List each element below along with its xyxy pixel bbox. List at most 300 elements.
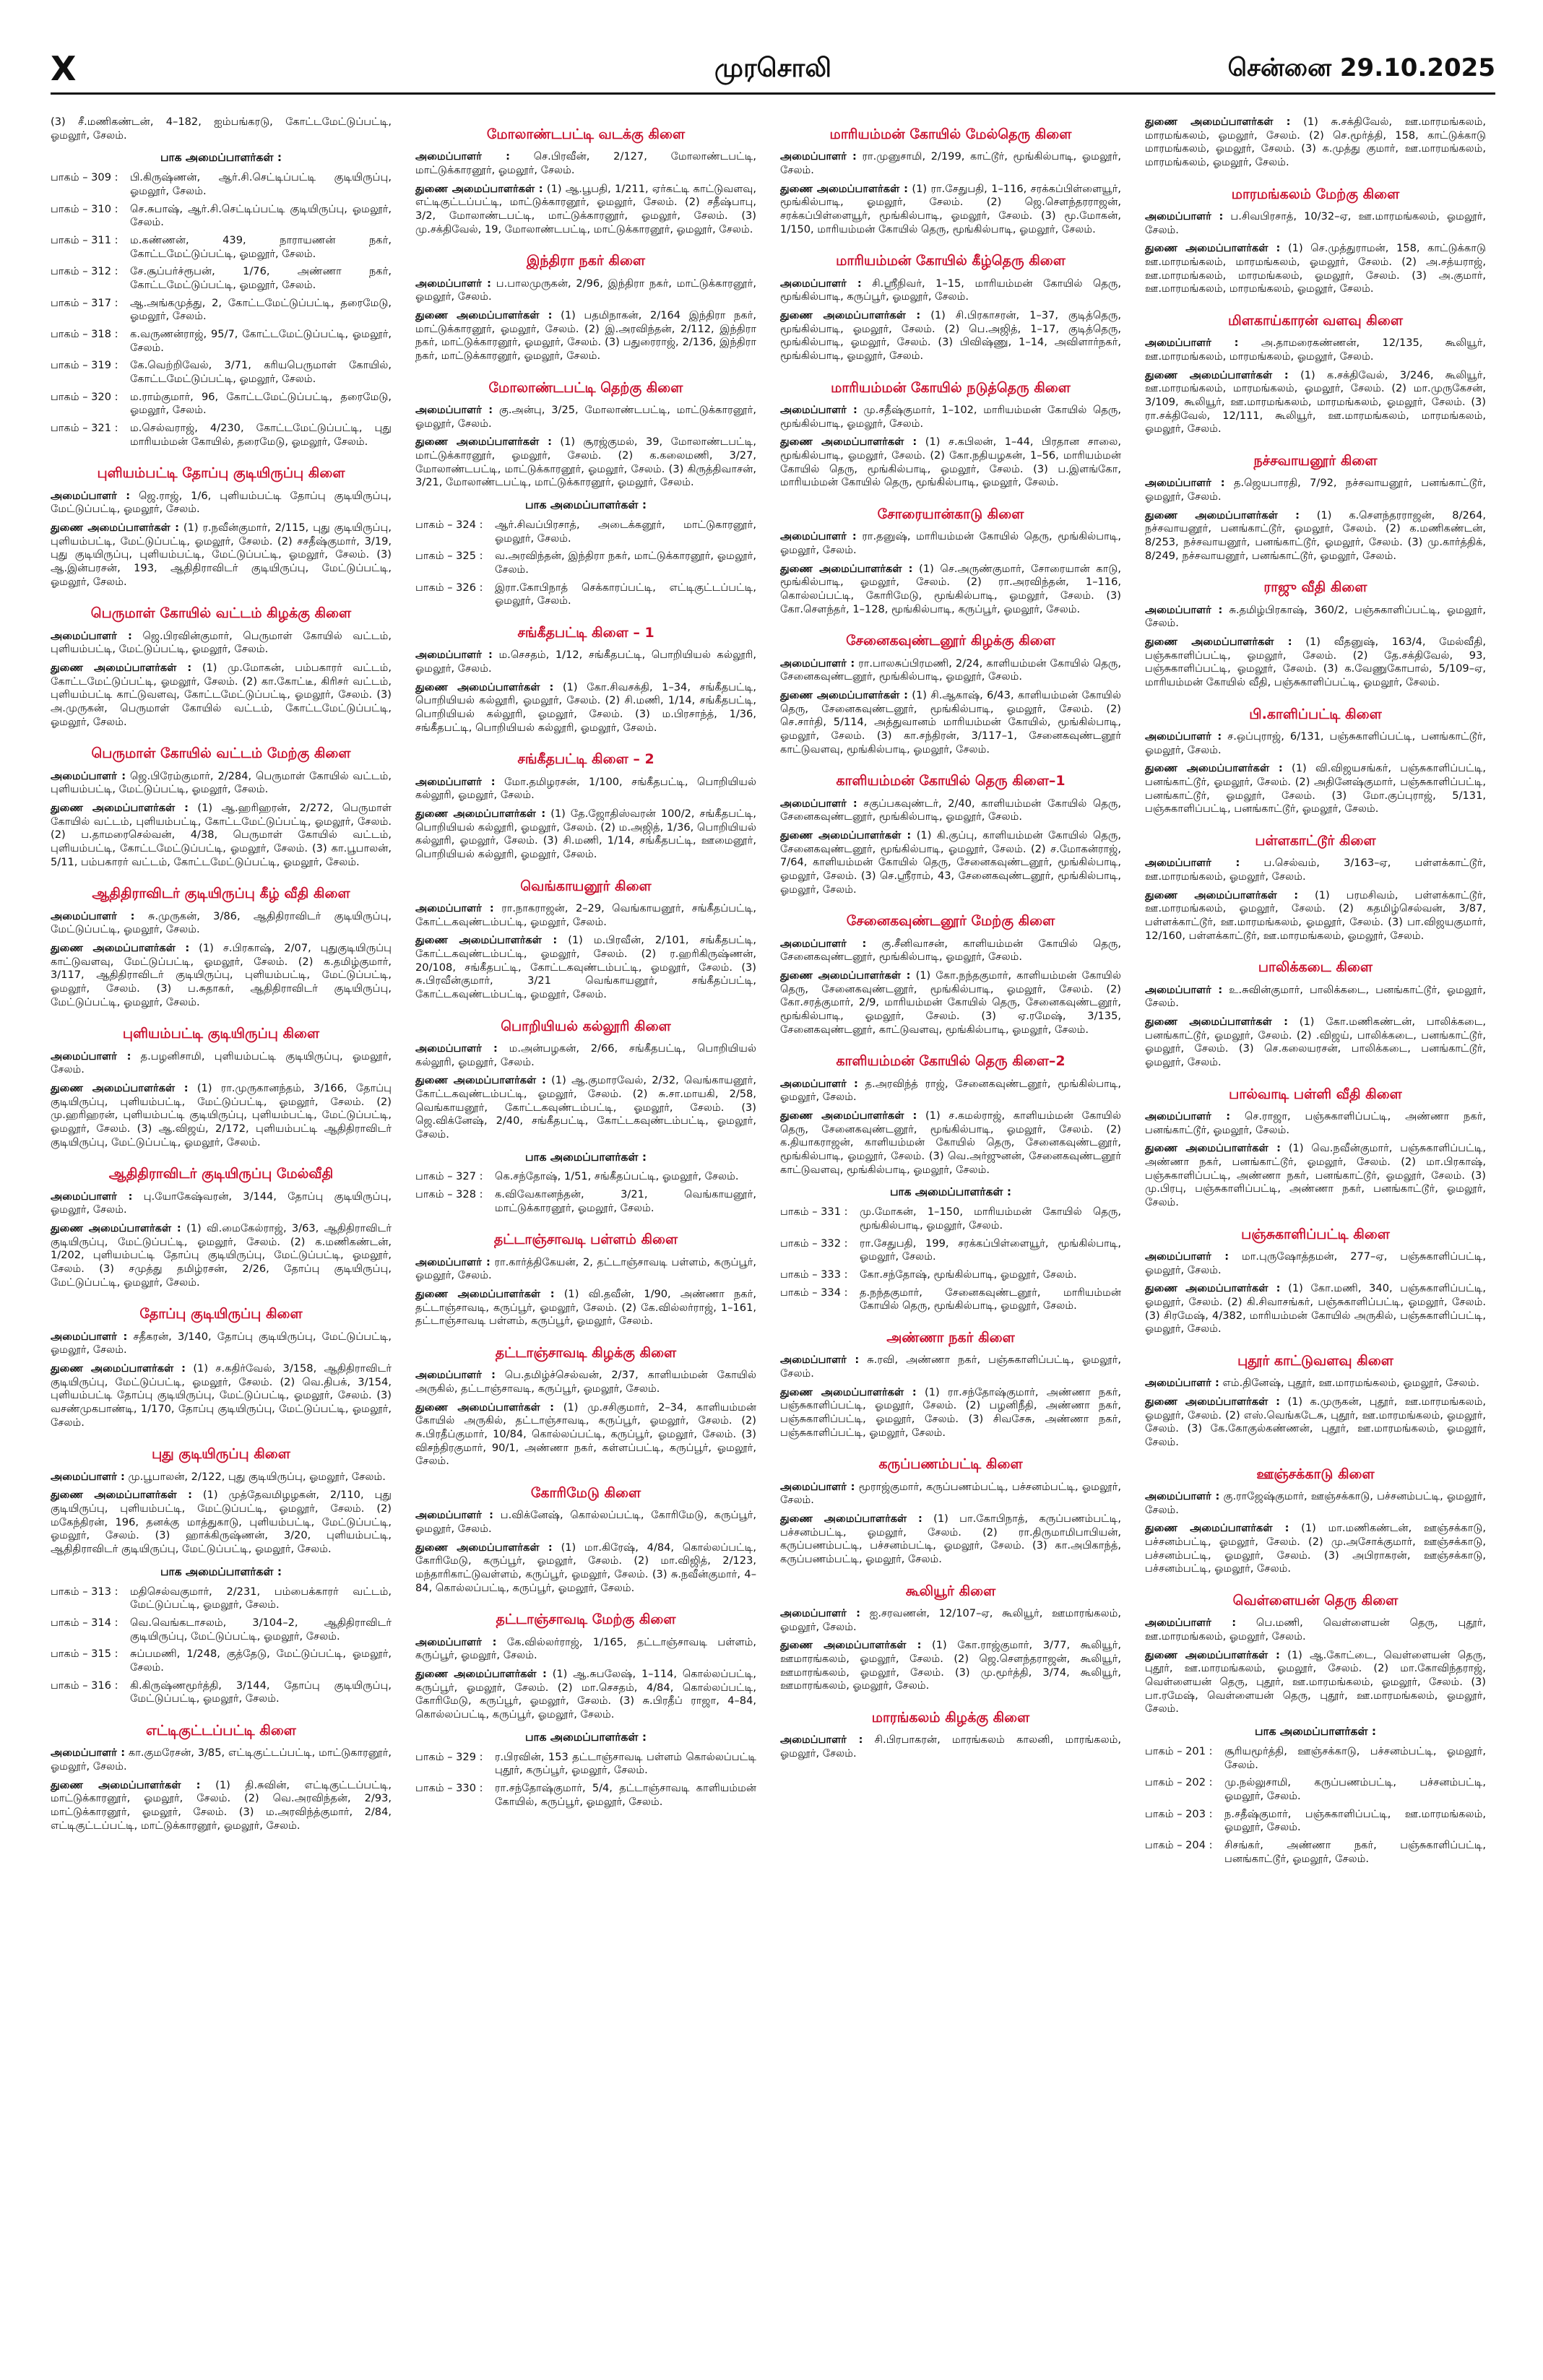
booth-member: ம.ராம்குமார், 96, கோட்டமேட்டுப்பட்டி, தரைமேடு, ஓமலூர், சேலம்.: [130, 390, 392, 417]
role-label: துணை அமைப்பாளர்கள் :: [51, 1081, 189, 1094]
booth-number: பாகம் – 318 :: [51, 327, 118, 340]
role-label: அமைப்பாளர் :: [415, 150, 510, 163]
member-details: (1) பதமிநாகன், 2/164 இந்திரா நகர், மாட்டுக்காரனூர், ஓமலூர், சேலம். (2) இ.அரவிந்தன், 2/112, இந்திரா நகர், மாட்டுக்காரனூர், ஓமலூர், சேலம். (3) பதுரைராஜ், 2/136, இந்திரா நகர், மாட்டுக்காரனூர், ஓமலூர், சேலம்.: [415, 309, 756, 363]
branch-block: [780, 126, 1121, 236]
branch-title: காளியம்மன் கோயில் தெரு கிளை–2: [836, 1053, 1066, 1070]
member-details: (1) சி.ஆகாஷ், 6/43, காளியம்மன் கோயில் தெரு, சேனைகவுண்டனூர், மூங்கில்பாடி, ஓமலூர், சேலம். (2) செ.சார்தி, 5/114, அத்துவானம் மாரியம்மன் கோயில், மூங்கில்பாடி, ஓமலூர், சேலம். (3) கா.சந்திரன், 3/117–1, சேனைகவுண்டனூர் காட்டுவளவு, மூங்கில்பாடி, ஓமலூர், சேலம்.: [780, 689, 1121, 756]
branch-title: கருப்பணம்பட்டி கிளை: [878, 1456, 1023, 1473]
office-bearer-paragraph: [780, 797, 1121, 824]
booth-row: [1145, 1745, 1486, 1772]
role-label: அமைப்பாளர் :: [780, 404, 857, 416]
office-bearer-paragraph: [1145, 1377, 1486, 1390]
booth-member: மதிசெல்வகுமார், 2/231, பம்பைக்காரர் வட்டம், மேட்டுப்பட்டி, ஓமலூர், சேலம்.: [130, 1585, 392, 1611]
branch-title: புதூர் காட்டுவளவு கிளை: [1237, 1353, 1393, 1369]
booth-number: பாகம் – 317 :: [51, 296, 118, 309]
role-label: அமைப்பாளர் :: [415, 901, 494, 914]
role-label: துணை அமைப்பாளர்கள் :: [780, 829, 912, 842]
office-bearer-paragraph: [780, 1386, 1121, 1440]
office-bearer-paragraph: [51, 942, 392, 1009]
office-bearer-paragraph: [780, 1481, 1121, 1507]
office-bearer-paragraph: [780, 1639, 1121, 1693]
branch-title: மாரியம்மன் கோயில் கீழ்தெரு கிளை: [836, 253, 1066, 269]
booth-member: ர.பிரவின், 153 தட்டாஞ்சாவடி பள்ளம் கொல்லப்பட்டி புதூர், கருப்பூர், ஓமலூர், சேலம்.: [495, 1750, 756, 1777]
branch-title: பொறியியல் கல்லூரி கிளை: [501, 1018, 671, 1034]
role-label: அமைப்பாளர் :: [780, 797, 857, 810]
booth-number: பாகம் – 309 :: [51, 171, 118, 184]
office-bearer-paragraph: [415, 1369, 756, 1395]
branch-block: [780, 379, 1121, 490]
member-details: (1) ச.கமல்ராஜ், காளியம்மன் கோயில் தெரு, சேனைகவுண்டனூர், மூங்கில்பாடி, ஓமலூர், சேலம். (2) க.தியாகராஜன், காளியம்மன் கோயில் தெரு, சேனைகவுண்டனூர், மூங்கில்பாடி, ஓமலூர், சேலம். (3) வெ.அர்ஜுனன், சேனைகவுண்டனூர் காட்டுவளவு, மூங்கில்பாடி, ஓமலூர், சேலம்.: [780, 1109, 1121, 1176]
branch-block: [51, 116, 392, 449]
booth-row: [51, 391, 392, 417]
member-details: (1) வி.விஜயசங்கர், பஞ்சுகாளிப்பட்டி, பனங்காட்டூர், ஓமலூர், சேலம். (2) அதினேஷ்குமார், பஞ்சுகாளிப்பட்டி, பனங்காட்டூர், ஓமலூர், சேலம். (3) மோ.குப்புராஜ், 5/131, பஞ்சுகாளிப்பட்டி, பனங்காட்டூர், ஓமலூர், சேலம்.: [1145, 762, 1486, 815]
member-details: ப.செல்வம், 3/163–ஏ, பள்ளக்காட்டூர், ஊ.மாரமங்கலம், ஓமலூர், சேலம்.: [1145, 857, 1486, 883]
office-bearer-paragraph: [1145, 1649, 1486, 1716]
office-bearer-paragraph: [1145, 1522, 1486, 1576]
booth-row: [415, 519, 756, 545]
booth-number: பாகம் – 334 :: [780, 1286, 848, 1299]
member-details: சகுப்பகவுண்டர், 2/40, காளியம்மன் கோயில் தெரு, சேனைகவுண்டனூர், மூங்கில்பாடி, ஓமலூர், சேலம்.: [780, 797, 1121, 823]
office-bearer-paragraph: [1145, 762, 1486, 816]
booth-number: பாகம் – 312 :: [51, 265, 118, 278]
member-details: ஜெ.பிரவின்குமார், பெருமாள் கோயில் வட்டம், புளியம்பட்டி, மேட்டுப்பட்டி, ஓமலூர், சேலம்.: [51, 629, 392, 656]
booth-member: க.வருணன்ராஜ், 95/7, கோட்டமேட்டுப்பட்டி, ஓமலூர், சேலம்.: [130, 327, 392, 354]
member-details: (1) ஆ.பூபதி, 1/211, ஏர்கட்டி காட்டுவளவு, எட்டிகுட்டப்பட்டி, மாட்டுக்காரனூர், ஓமலூர், சேலம். (2) சதீஷ்பாபு, 3/2, மோலாண்டபட்டி, மாட்டுக்காரனூர், ஓமலூர், சேலம். (3) மு.சக்திவேல், 19, மோலாண்டபட்டி, மாட்டுக்காரனூர், ஓமலூர், சேலம்.: [415, 182, 756, 235]
branch-block: [780, 772, 1121, 896]
booth-subheading: பாக அமைப்பாளர்கள் :: [524, 498, 647, 512]
booth-number: பாகம் – 314 :: [51, 1616, 118, 1629]
column-1: [51, 116, 392, 2362]
booth-member: சிசங்கர், அண்ணா நகர், பஞ்சுகாளிப்பட்டி, பனங்காட்டூர், ஓமலூர், சேலம்.: [1224, 1839, 1486, 1865]
office-bearer-paragraph: [51, 1471, 392, 1484]
office-bearer-paragraph: [51, 522, 392, 589]
branch-title: புளியம்பட்டி குடியிருப்பு கிளை: [122, 1026, 320, 1042]
member-details: ஜெ.ராஜ், 1/6, புளியம்பட்டி தோப்பு குடியிருப்பு, மேட்டுப்பட்டி, ஓமலூர், சேலம்.: [51, 489, 392, 516]
branch-block: [415, 1018, 756, 1216]
branch-title: தட்டாஞ்சாவடி பள்ளம் கிளை: [493, 1232, 678, 1248]
office-bearer-paragraph: [1145, 369, 1486, 436]
booth-member: ரா.சந்தோஷ்குமார், 5/4, தட்டாஞ்சாவடி காளியம்மன் கோயில், கருப்பூர், ஓமலூர், சேலம்.: [495, 1782, 756, 1808]
booth-number: பாகம் – 202 :: [1145, 1776, 1213, 1789]
member-details: சு.முருகன், 3/86, ஆதிதிராவிடர் குடியிருப்பு, மேட்டுப்பட்டி, ஓமலூர், சேலம்.: [51, 909, 392, 936]
member-details: (1) பா.கோபிநாத், கருப்பணம்பட்டி, பச்சனம்பட்டி, ஓமலூர், சேலம். (2) ரா.திருமாமிபாபியன், கருப்பணம்பட்டி, பச்சனம்பட்டி, ஓமலூர், சேலம். (3) கா.அபிகாந்த், கருப்பணம்பட்டி, ஓமலூர், சேலம்.: [780, 1512, 1121, 1565]
office-bearer-paragraph: [51, 802, 392, 869]
member-details: ரா.தனுஷ், மாரியம்மன் கோயில் தெரு, மூங்கில்பாடி, ஓமலூர், சேலம்.: [780, 530, 1121, 557]
role-label: அமைப்பாளர் :: [780, 937, 867, 950]
member-details: சதீகரன், 3/140, தோப்பு குடியிருப்பு, மேட்டுப்பட்டி, ஓமலூர், சேலம்.: [51, 1330, 392, 1356]
office-bearer-paragraph: [1145, 730, 1486, 757]
booth-number: பாகம் – 332 :: [780, 1237, 848, 1250]
role-label: துணை அமைப்பாளர்கள் :: [1145, 888, 1299, 901]
member-details: (1) தி.சுவின், எட்டிகுட்டப்பட்டி, மாட்டுக்காரனூர், ஓமலூர், சேலம். (2) வெ.அரவிந்தன், 2/93, மாட்டுக்காரனூர், ஓமலூர், சேலம். (3) ம.அரவிந்த்குமார், 2/84, எட்டிகுட்டப்பட்டி, மாட்டுக்காரனூர், ஓமலூர், சேலம்.: [51, 1778, 392, 1832]
member-details: மூராஜ்குமார், கருப்பணம்பட்டி, பச்சனம்பட்டி, ஓமலூர், சேலம்.: [780, 1480, 1121, 1507]
page-mark: X: [51, 49, 77, 88]
branch-title: சேனைகவுண்டனூர் மேற்கு கிளை: [846, 913, 1055, 930]
member-details: (1) கோ.நந்தகுமார், காளியம்மன் கோயில் தெரு, சேனைகவுண்டனூர், மூங்கில்பாடி, ஓமலூர், சேலம். (2) கோ.சரத்குமார், 2/9, மாரியம்மன் கோயில் தெரு, சேனைகவுண்டனூர், மூங்கில்பாடி, ஓமலூர், சேலம். (3) ஏ.ரமேஷ், 3/135, சேனைகவுண்டனூர், காட்டுவளவு, மூங்கில்பாடி, ஓமலூர், சேலம்.: [780, 969, 1121, 1036]
office-bearer-paragraph: [51, 630, 392, 657]
office-bearer-paragraph: [415, 150, 756, 177]
branch-block: [51, 745, 392, 869]
member-details: சி.பிரபாகரன், மாரங்கலம் காலனி, மாரங்கலம், ஓமலூர், சேலம்.: [780, 1734, 1121, 1760]
member-details: ஐ.சரவணன், 12/107–ஏ, கூலியூர், ஊமாரங்கலம், ஓமலூர், சேலம்.: [780, 1606, 1121, 1633]
office-bearer-paragraph: [1145, 1016, 1486, 1070]
role-label: அமைப்பாளர் :: [415, 1255, 490, 1268]
office-bearer-paragraph: [780, 563, 1121, 617]
role-label: துணை அமைப்பாளர்கள் :: [1145, 1522, 1289, 1535]
booth-member: ரா.சேதுபதி, 199, சரக்கப்பிள்ளையூர், மூங்கில்பாடி, ஓமலூர், சேலம்.: [860, 1237, 1121, 1263]
branch-title: புளியம்பட்டி தோப்பு குடியிருப்பு கிளை: [97, 465, 345, 482]
office-bearer-paragraph: [415, 934, 756, 1001]
branch-title: நச்சவாயனூர் கிளை: [1253, 453, 1378, 469]
office-bearer-paragraph: [780, 1734, 1121, 1760]
booth-member: சே.சூப்பர்ச்ரூபன், 1/76, அண்ணா நகர், கோட்டமேட்டுப்பட்டி, ஓமலூர், சேலம்.: [130, 265, 392, 291]
office-bearer-paragraph: [51, 770, 392, 797]
role-label: அமைப்பாளர் :: [1145, 983, 1223, 996]
member-details: (1) கோ.மணிகண்டன், பாலிக்கடை, பனங்காட்டூர், ஓமலூர், சேலம். (2) .விஜய், பாலிக்கடை, பனங்காட்டூர், ஓமலூர், சேலம். (3) செ.கலையரசன், பாலிக்கடை, பனங்காட்டூர், ஓமலூர், சேலம்.: [1145, 1016, 1486, 1069]
column-4: [1145, 116, 1486, 2362]
member-details: ப.சிவபிரசாத், 10/32–ஏ, ஊ.மாரமங்கலம், ஓமலூர், சேலம்.: [1145, 210, 1486, 236]
member-details: (1) மு.சசிகுமார், 2–34, காளியம்மன் கோயில் அருகில், தட்டாஞ்சாவடி, கருப்பூர், ஓமலூர், சேலம். (2) சு.பிரதீப்குமார், 10/84, கொல்லப்பட்டி, கருப்பூர், ஓமலூர், சேலம். (3) விசந்திரகுமார், 90/1, அண்ணா நகர், கள்ளப்பட்டி, கருப்பூர், ஓமலூர், சேலம்.: [415, 1401, 756, 1468]
booth-row: [1145, 1839, 1486, 1866]
member-details: (1) கோ.ராஜ்குமார், 3/77, கூலியூர், ஊமாரங்கலம், ஓமலூர், சேலம். (2) ஜெ.சௌந்தராஜன், கூலியூர், ஊமாரங்கலம், ஓமலூர், சேலம். (3) மு.மூர்த்தி, 3/74, கூலியூர், ஊமாரங்கலம், ஓமலூர், சேலம்.: [780, 1639, 1121, 1692]
booth-number: பாகம் – 313 :: [51, 1585, 118, 1598]
office-bearer-paragraph: [780, 404, 1121, 430]
role-label: துணை அமைப்பாளர்கள் :: [51, 1222, 181, 1234]
role-label: துணை அமைப்பாளர்கள் :: [1145, 636, 1292, 649]
role-label: அமைப்பாளர் :: [780, 150, 857, 163]
booth-row: [415, 550, 756, 576]
office-bearer-paragraph: [780, 183, 1121, 237]
branch-block: [780, 1052, 1121, 1313]
office-bearer-paragraph: [1145, 242, 1486, 296]
branch-block: [415, 750, 756, 861]
booth-row: [51, 1679, 392, 1706]
booth-number: பாகம் – 333 :: [780, 1268, 848, 1281]
role-label: அமைப்பாளர் :: [51, 489, 131, 502]
role-label: துணை அமைப்பாளர்கள் :: [780, 1512, 922, 1525]
office-bearer-paragraph: [415, 1541, 756, 1596]
booth-number: பாகம் – 310 :: [51, 202, 118, 215]
branch-title: பி.காளிப்பட்டி கிளை: [1249, 706, 1382, 722]
member-details: பெ.மணி, வெள்ளையன் தெரு, புதூர், ஊ.மாரமங்கலம், ஓமலூர், சேலம்.: [1145, 1617, 1486, 1643]
booth-member: கி.கிருஷ்ணமூர்த்தி, 3/144, தோப்பு குடியிருப்பு, மேட்டுப்பட்டி, ஓமலூர், சேலம்.: [130, 1679, 392, 1705]
member-details: ம.செசதம், 1/12, சங்கீதபட்டி, பொறியியல் கல்லூரி, ஓமலூர், சேலம்.: [415, 649, 756, 675]
office-bearer-paragraph: [415, 1074, 756, 1141]
role-label: அமைப்பாளர் :: [1145, 1377, 1219, 1390]
role-label: அமைப்பாளர் :: [1145, 210, 1224, 222]
booth-number: பாகம் – 329 :: [415, 1750, 483, 1763]
branch-block: [415, 126, 756, 236]
booth-row: [51, 1585, 392, 1612]
branch-title: ஆதிதிராவிடர் குடியிருப்பு கீழ் வீதி கிளை: [92, 886, 350, 902]
office-bearer-paragraph: [51, 1050, 392, 1077]
branch-title: பாலிக்கடை கிளை: [1258, 959, 1373, 976]
booth-member: மு.மோகன், 1–150, மாரியம்மன் கோயில் தெரு, மூங்கில்பாடி, ஓமலூர், சேலம்.: [860, 1206, 1121, 1232]
role-label: அமைப்பாளர் :: [1145, 730, 1222, 743]
role-label: துணை அமைப்பாளர்கள் :: [415, 1401, 554, 1414]
branch-title: மோலாண்டபட்டி தெற்கு கிளை: [488, 379, 683, 396]
booth-number: பாகம் – 320 :: [51, 390, 118, 403]
branch-title: ஊஞ்சக்காடு கிளை: [1256, 1466, 1375, 1482]
booth-member: செ.சுபாஷ், ஆர்.சி.செட்டிப்பட்டி குடியிருப்பு, ஓமலூர், சேலம்.: [130, 202, 392, 229]
role-label: துணை அமைப்பாளர்கள் :: [415, 1074, 546, 1087]
role-label: அமைப்பாளர் :: [780, 1734, 863, 1747]
member-details: மு.பூபாலன், 2/122, புது குடியிருப்பு, ஓமலூர், சேலம்.: [128, 1470, 386, 1483]
role-label: துணை அமைப்பாளர்கள் :: [51, 801, 189, 814]
booth-number: பாகம் – 321 :: [51, 421, 118, 434]
booth-row: [51, 328, 392, 355]
role-label: அமைப்பாளர் :: [51, 1470, 125, 1483]
member-details: ப.விக்னேஷ், கொல்லப்பட்டி, கோரிமேடு, கருப்பூர், ஓமலூர், சேலம்.: [415, 1509, 756, 1536]
member-details: (1) ஆ.கோட்டை, வெள்ளையன் தெரு, புதூர், ஊ.மாரமங்கலம், ஓமலூர், சேலம். (2) மா.கோவிந்தராஜ், வெள்ளையன் தெரு, புதூர், ஊ.மாரமங்கலம், ஓமலூர், சேலம். (3) பா.ரமேஷ், வெள்ளையன் தெரு, புதூர், ஊ.மாரமங்கலம், ஓமலூர், சேலம்.: [1145, 1648, 1486, 1715]
office-bearer-paragraph: [780, 530, 1121, 557]
branch-block: [1145, 1086, 1486, 1210]
role-label: துணை அமைப்பாளர்கள் :: [415, 1541, 553, 1554]
booth-number: பாகம் – 204 :: [1145, 1839, 1213, 1852]
office-bearer-paragraph: [1145, 210, 1486, 237]
role-label: அமைப்பாளர் :: [1145, 1110, 1231, 1123]
role-label: துணை அமைப்பாளர்கள் :: [780, 1385, 917, 1398]
member-details: (1) மா.மணிகண்டன், ஊஞ்சக்காடு, பச்சனம்பட்டி, ஓமலூர், சேலம். (2) மு.அசோக்குமார், ஊஞ்சக்காடு, பச்சனம்பட்டி, ஓமலூர், சேலம். (3) அபிராகரன், ஊஞ்சக்காடு, பச்சனம்பட்டி, ஓமலூர், சேலம்.: [1145, 1522, 1486, 1575]
branch-title: புது குடியிருப்பு கிளை: [152, 1446, 290, 1463]
office-bearer-paragraph: [780, 150, 1121, 177]
booth-member: ம.கண்ணன், 439, நாராயணன் நகர், கோட்டமேட்டுப்பட்டி, ஓமலூர், சேலம்.: [130, 233, 392, 260]
booth-number: பாகம் – 201 :: [1145, 1744, 1213, 1757]
office-bearer-paragraph: [415, 808, 756, 862]
role-label: துணை அமைப்பாளர்கள் :: [1145, 762, 1283, 775]
booth-member: சூரியமூர்த்தி, ஊஞ்சக்காடு, பச்சனம்பட்டி, ஓமலூர், சேலம்.: [1224, 1744, 1486, 1771]
booth-number: பாகம் – 330 :: [415, 1782, 483, 1794]
role-label: துணை அமைப்பாளர்கள் :: [780, 436, 917, 449]
member-details: (1) செ.முத்துராமன், 158, காட்டுக்காடு ஊ.மாரமங்கலம், மாரமங்கலம், ஓமலூர், சேலம். (2) அ.சத்யராஜ், ஊ.மாரமங்கலம், மாரமங்கலம், ஓமலூர், சேலம். (3) அ.குமார், ஊ.மாரமங்கலம், மாரமங்கலம், ஓமலூர், சேலம்.: [1145, 242, 1486, 295]
office-bearer-paragraph: [780, 1078, 1121, 1104]
booth-member: ஆ.அங்கமுத்து, 2, கோட்டமேட்டுப்பட்டி, தரைமேடு, ஓமலூர், சேலம்.: [130, 296, 392, 323]
branch-block: [780, 912, 1121, 1037]
role-label: துணை அமைப்பாளர்கள் :: [51, 1362, 186, 1375]
office-bearer-paragraph: [780, 938, 1121, 964]
booth-member: வெ.வெங்கடாசலம், 3/104–2, ஆதிதிராவிடர் குடியிருப்பு, மேட்டுப்பட்டி, ஓமலூர், சேலம்.: [130, 1616, 392, 1643]
office-bearer-paragraph: [780, 829, 1121, 896]
member-details: த.ஜெயபாரதி, 7/92, நச்சவாயனூர், பனங்காட்டூர், ஓமலூர், சேலம்.: [1145, 477, 1486, 503]
branch-title: பெருமாள் கோயில் வட்டம் கிழக்கு கிளை: [90, 605, 352, 622]
member-details: ம.அன்பழகன், 2/66, சங்கீதபட்டி, பொறியியல் கல்லூரி, ஓமலூர், சேலம்.: [415, 1042, 756, 1068]
member-details: (1) சு.சக்திவேல், ஊ.மாரமங்கலம், மாரமங்கலம், ஓமலூர், சேலம். (2) செ.மூர்த்தி, 158, காட்டுக்காடு மாரமங்கலம், ஓமலூர், சேலம். (3) க.முத்து குமார், ஊ.மாரமங்கலம், மாரமங்கலம், ஓமலூர், சேலம்.: [1145, 116, 1486, 169]
branch-block: [415, 1484, 756, 1595]
member-details: (1) கோ.மணி, 340, பஞ்சுகாளிப்பட்டி, ஓமலூர், சேலம். (2) கி.சிவாசங்கர், பஞ்சுகாளிப்பட்டி, ஓமலூர், சேலம். (3) சிரமேஷ், 4/382, மாரியம்மன் கோயில் அருகில், பஞ்சுகாளிப்பட்டி, ஓமலூர், சேலம்.: [1145, 1282, 1486, 1336]
member-details: ப.பாலமுருகன், 2/96, இந்திரா நகர், மாட்டுக்காரனூர், ஓமலூர், சேலம்.: [415, 277, 756, 303]
branch-block: [1145, 1226, 1486, 1336]
office-bearer-paragraph: [415, 1401, 756, 1468]
branch-block: [780, 1709, 1121, 1761]
branch-block: [415, 878, 756, 1002]
booth-member: சுப்பமணி, 1/248, குத்தேடு, மேட்டுப்பட்டி, ஓமலூர், சேலம்.: [130, 1648, 392, 1674]
role-label: துணை அமைப்பாளர்கள் :: [415, 309, 553, 321]
booth-row: [415, 1782, 756, 1809]
branch-title: தோப்பு குடியிருப்பு கிளை: [139, 1306, 303, 1323]
member-details: (1) க.செளந்தரராஜன், 8/264, நச்சவாயனூர், பனங்காட்டூர், ஓமலூர், சேலம். (2) க.மணிகண்டன், 8/253, நச்சவாயனூர், பனங்காட்டூர், ஓமலூர், சேலம். (3) மு.கார்த்திக், 8/249, நச்சவாயனூர், பனங்காட்டூர், ஓமலூர், சேலம்.: [1145, 509, 1486, 562]
role-label: அமைப்பாளர் :: [415, 1509, 493, 1522]
office-bearer-paragraph: [415, 1288, 756, 1328]
role-label: அமைப்பாளர் :: [780, 277, 862, 290]
office-bearer-paragraph: [415, 183, 756, 237]
branch-block: [415, 1344, 756, 1468]
role-label: துணை அமைப்பாளர்கள் :: [1145, 1395, 1281, 1408]
member-details: செ.ராஜா, பஞ்சுகாளிப்பட்டி, அண்ணா நகர், பனங்காட்டூர், ஓமலூர், சேலம்.: [1145, 1110, 1486, 1136]
booth-subheading: பாக அமைப்பாளர்கள் :: [1254, 1725, 1377, 1739]
member-details: (1) ஆ.ஹரிஹரன், 2/272, பெருமாள் கோயில் வட்டம், புளியம்பட்டி, கோட்டமேட்டுப்பட்டி, ஓமலூர், சேலம். (2) ப.தாமரைசெல்வன், 4/38, பெருமாள் கோயில் வட்டம், புளியம்பட்டி, கோட்டமேட்டுப்பட்டி, ஓமலூர், சேலம். (3) கா.பூபாலன், 5/11, பம்பகாரர் வட்டம், கோட்டமேட்டுப்பட்டி, ஓமலூர், சேலம்.: [51, 801, 392, 868]
member-details: (1) மு.மோகன், பம்பகாரர் வட்டம், கோட்டமேட்டுப்பட்டி, ஓமலூர், சேலம். (2) கா.கோட்டீ, கிரிசர் வட்டம், புளியம்பட்டி காட்டுவளவு, கோட்டமேட்டுப்பட்டி, ஓமலூர், சேலம். (3) அ.முருகன், பெருமாள் கோயில் வட்டம், கோட்டமேட்டுப்பட்டி, ஓமலூர், சேலம்.: [51, 661, 392, 728]
member-details: த.அரவிந்த் ராஜ், சேனைகவுண்டனூர், மூங்கில்பாடி, ஓமலூர், சேலம்.: [780, 1077, 1121, 1104]
office-bearer-paragraph: [51, 1489, 392, 1556]
role-label: அமைப்பாளர் :: [51, 629, 132, 642]
member-details: (1) கோ.சிவசக்தி, 1–34, சங்கீதபட்டி, பொறியியல் கல்லூரி, ஓமலூர், சேலம். (2) சி.மணி, 1/14, சங்கீதபட்டி, பொறியியல் கல்லூரி, ஓமலூர், சேலம். (3) ம.பிரசாந்த், 1/36, சங்கீதபட்டி, பொறியியல் கல்லூரி, ஓமலூர், சேலம்.: [415, 680, 756, 734]
office-bearer-paragraph: [415, 1042, 756, 1069]
member-details: (1) வீதனுஷ், 163/4, மேல்வீதி, பஞ்சுகாளிப்பட்டி, ஓமலூர், சேலம். (2) தே.சக்திவேல், 93, பஞ்சுகாளிப்பட்டி, ஓமலூர், சேலம். (3) க.வேணுகோபால், 5/109–ஏ, மாரியம்மன் கோயில் வீதி, பஞ்சுகாளிப்பட்டி, ஓமலூர், சேலம்.: [1145, 636, 1486, 689]
branch-title: பால்வாடி பள்ளி வீதி கிளை: [1229, 1086, 1402, 1102]
office-bearer-paragraph: [1145, 1250, 1486, 1277]
booth-member: கெ.சந்தோஷ், 1/51, சங்கீதப்பட்டி, ஓமலூர், சேலம்.: [495, 1170, 739, 1183]
role-label: துணை அமைப்பாளர்கள் :: [1145, 1648, 1280, 1661]
booth-row: [415, 1751, 756, 1778]
member-details: (1) க.முருகன், புதூர், ஊ.மாரமங்கலம், ஓமலூர், சேலம். (2) எஸ்.வெங்கடேசு, புதூர், ஊ.மாரமங்கலம், ஓமலூர், சேலம். (3) கே.கோகுல்கண்ணன், புதூர், ஊ.மாரமங்கலம், ஓமலூர், சேலம்.: [1145, 1395, 1486, 1449]
role-label: துணை அமைப்பாளர்கள் :: [415, 807, 546, 820]
booth-row: [415, 581, 756, 608]
branch-title: மிளகாய்காரன் வளவு கிளை: [1228, 313, 1403, 329]
office-bearer-paragraph: [51, 662, 392, 729]
office-bearer-paragraph: [415, 681, 756, 735]
branch-block: [51, 1165, 392, 1289]
role-label: துணை அமைப்பாளர்கள் :: [415, 436, 552, 449]
branch-block: [780, 506, 1121, 616]
member-details: (1) வெ.நவீன்குமார், பஞ்சுகாளிப்பட்டி, அண்ணா நகர், பனங்காட்டூர், ஓமலூர், சேலம். (2) மா.பிரகாஷ், பஞ்சுகாளிப்பட்டி, அண்ணா நகர், பனங்காட்டூர், ஓமலூர், சேலம். (3) மு.பிரபு, பஞ்சுகாளிப்பட்டி, அண்ணா நகர், பனங்காட்டூர், ஓமலூர், சேலம்.: [1145, 1142, 1486, 1209]
booth-member: க.விவேகானந்தன், 3/21, வெங்காயனூர், மாட்டுக்காரனூர், ஓமலூர், சேலம்.: [495, 1188, 756, 1214]
role-label: அமைப்பாளர் :: [415, 404, 493, 416]
role-label: அமைப்பாளர் :: [780, 530, 857, 543]
branch-block: [51, 605, 392, 729]
role-label: துணை அமைப்பாளர்கள் :: [415, 680, 554, 693]
member-details: (1) சி.பிரகாசரன், 1–37, குடித்தெரு, மூங்கில்பாடி, ஓமலூர், சேலம். (2) பெ.அஜித், 1–17, குடித்தெரு, மூங்கில்பாடி, ஓமலூர், சேலம். (3) பிவிஷ்ணு, 1–14, அவிளார்நகர், மூங்கில்பாடி, ஓமலூர், சேலம்.: [780, 309, 1121, 363]
booth-row: [51, 359, 392, 386]
role-label: துணை அமைப்பாளர்கள் :: [780, 309, 921, 321]
booth-subheading: பாக அமைப்பாளர்கள் :: [889, 1185, 1012, 1199]
office-bearer-paragraph: [1145, 337, 1486, 363]
office-bearer-paragraph: [51, 1362, 392, 1429]
masthead: [51, 49, 1495, 95]
role-label: அமைப்பாளர் :: [1145, 337, 1239, 350]
member-details: (1) வி.தவீன், 1/90, அண்ணா நகர், தட்டாஞ்சாவடி, கருப்பூர், ஓமலூர், சேலம். (2) கே.வில்லர்ராஜ், 1–161, தட்டாஞ்சாவடி பள்ளம், கருப்பூர், ஓமலூர், சேலம்.: [415, 1288, 756, 1328]
booth-row: [51, 203, 392, 230]
role-label: துணை அமைப்பாளர்கள் :: [1145, 1282, 1281, 1295]
dateline: சென்னை 29.10.2025: [1227, 53, 1495, 82]
member-details: (1) க.சக்திவேல், 3/246, கூலியூர், ஊ.மாரமங்கலம், மாரமங்கலம், ஓமலூர், சேலம். (2) மா.முருகேசன், 3/109, கூலியூர், ஊ.மாரமங்கலம், மாரமங்கலம், ஓமலூர், சேலம். (3) ரா.சக்திவேல், 12/111, கூலியூர், ஊ.மாரமங்கலம், மாரமங்கலம், ஓமலூர், சேலம்.: [1145, 368, 1486, 436]
branch-block: [1145, 706, 1486, 816]
role-label: அமைப்பாளர் :: [51, 769, 126, 782]
booth-row: [780, 1206, 1121, 1232]
branch-title: வெள்ளையன் தெரு கிளை: [1232, 1593, 1399, 1609]
office-bearer-paragraph: [1145, 477, 1486, 503]
member-details: (1) ஆ.சுபலேஷ், 1–114, கொல்லப்பட்டி, கருப்பூர், ஓமலூர், சேலம். (2) மா.செசதம், 4/84, கொல்லப்பட்டி, கோரிமேடு, கருப்பூர், ஓமலூர், சேலம். (3) சு.பிரதீப் ராஜா, 4–84, கொல்லப்பட்டி, கருப்பூர், ஓமலூர், சேலம்.: [415, 1668, 756, 1721]
branch-title: கூலியூர் கிளை: [905, 1583, 996, 1599]
branch-title: பெருமாள் கோயில் வட்டம் மேற்கு கிளை: [91, 745, 351, 762]
branch-title: மாரமங்கலம் மேற்கு கிளை: [1231, 186, 1400, 202]
office-bearer-paragraph: [1145, 1395, 1486, 1450]
member-details: மு.சதீஷ்குமார், 1–102, மாரியம்மன் கோயில் தெரு, மூங்கில்பாடி, ஓமலூர், சேலம்.: [780, 404, 1121, 430]
booth-row: [780, 1286, 1121, 1313]
office-bearer-paragraph: [51, 490, 392, 516]
office-bearer-paragraph: [51, 116, 392, 142]
member-details: (1) ரா.சேதுபதி, 1–116, சரக்கப்பிள்ளையூர், மூங்கில்பாடி, ஓமலூர், சேலம். (2) ஜெ.சௌந்தரராஜன், சரக்கப்பிள்ளையூர், மூங்கில்பாடி, ஓமலூர், சேலம். (3) மூ.மோகன், 1/150, மாரியம்மன் கோயில் தெரு, மூங்கில்பாடி, ஓமலூர், சேலம்.: [780, 182, 1121, 235]
branch-title: இந்திரா நகர் கிளை: [526, 253, 646, 269]
role-label: அமைப்பாளர் :: [51, 1190, 133, 1203]
member-details: (1) ரா.சந்தோஷ்குமார், அண்ணா நகர், பஞ்சுகாளிப்பட்டி, ஓமலூர், சேலம். (2) பழனிநீதி, அண்ணா நகர், பஞ்சுகாளிப்பட்டி, ஓமலூர், சேலம். (3) சிவசேசு, அண்ணா நகர், பஞ்சுகாளிப்பட்டி, ஓமலூர், சேலம்.: [780, 1385, 1121, 1439]
member-details: கு.ராஜேஷ்குமார், ஊஞ்சக்காடு, பச்சனம்பட்டி, ஓமலூர், சேலம்.: [1145, 1490, 1486, 1516]
branch-block: [415, 1611, 756, 1809]
booth-member: கோ.சந்தோஷ், மூங்கில்பாடி, ஓமலூர், சேலம்.: [860, 1268, 1077, 1281]
office-bearer-paragraph: [51, 1082, 392, 1149]
booth-row: [51, 234, 392, 261]
booth-member: வ.அரவிந்தன், இந்திரா நகர், மாட்டுக்காரனூர், ஓமலூர், சேலம்.: [495, 550, 756, 576]
role-label: அமைப்பாளர் :: [51, 1050, 131, 1063]
booth-row: [780, 1237, 1121, 1264]
member-details: ச.ஒப்புராஜ், 6/131, பஞ்சுகாளிப்பட்டி, பனங்காட்டூர், ஓமலூர், சேலம்.: [1145, 730, 1486, 756]
booth-number: பாகம் – 324 :: [415, 518, 483, 531]
office-bearer-paragraph: [780, 1607, 1121, 1634]
office-bearer-paragraph: [415, 649, 756, 675]
role-label: துணை அமைப்பாளர்கள் :: [1145, 368, 1289, 381]
booth-row: [51, 265, 392, 292]
role-label: அமைப்பாளர் :: [1145, 1250, 1229, 1263]
branch-title: பஞ்சுகாளிப்பட்டி கிளை: [1241, 1226, 1390, 1242]
booth-member: ஆர்.சிவப்பிரசாத், அடைக்கனூர், மாட்டுகாரனூர், ஓமலூர், சேலம்.: [495, 518, 756, 545]
role-label: அமைப்பாளர் :: [1145, 477, 1225, 490]
member-details: கே.வில்லர்ராஜ், 1/165, தட்டாஞ்சாவடி பள்ளம், கருப்பூர், ஓமலூர், சேலம்.: [415, 1635, 756, 1662]
role-label: துணை அமைப்பாளர்கள் :: [51, 1489, 192, 1502]
member-details: (1) ர.நவீன்குமார், 2/115, புது குடியிருப்பு, புளியம்பட்டி, மேட்டுப்பட்டி, ஓமலூர், சேலம். (2) சசதீஷ்குமார், 3/19, புது குடியிருப்பு, புளியம்பட்டி, மேட்டுப்பட்டி, ஓமலூர், சேலம். (3) ஆ.இன்பரசன், 193, ஆதிதிராவிடர் குடியிருப்பு, மேட்டுப்பட்டி, ஓமலூர், சேலம்.: [51, 521, 392, 588]
branch-block: [1145, 959, 1486, 1069]
role-label: அமைப்பாளர் :: [1145, 603, 1223, 616]
branch-block: [780, 632, 1121, 756]
booth-row: [1145, 1776, 1486, 1803]
office-bearer-paragraph: [780, 969, 1121, 1037]
office-bearer-paragraph: [780, 436, 1121, 490]
office-bearer-paragraph: [415, 1668, 756, 1722]
office-bearer-paragraph: [780, 1354, 1121, 1380]
branch-block: [51, 1025, 392, 1149]
member-details: உ.சுவின்குமார், பாலிக்கடை, பனங்காட்டூர், ஓமலூர், சேலம்.: [1145, 983, 1486, 1010]
member-details: (1) ரா.முருகானந்தம், 3/166, தோப்பு குடியிருப்பு, புளியம்பட்டி, மேட்டுப்பட்டி, ஓமலூர், சேலம். (2) மு.ஹரிஹரன், புளியம்பட்டி குடியிருப்பு, புளியம்பட்டி, மேட்டுப்பட்டி, ஓமலூர், சேலம். (3) ஆ.விஜய், 2/172, புளியம்பட்டி ஆதிதிராவிடர் குடியிருப்பு, மேட்டுப்பட்டி, ஓமலூர், சேலம்.: [51, 1081, 392, 1148]
role-label: துணை அமைப்பாளர்கள் :: [780, 969, 911, 982]
office-bearer-paragraph: [415, 309, 756, 363]
role-label: துணை அமைப்பாளர்கள் :: [780, 182, 908, 195]
role-label: துணை அமைப்பாளர்கள் :: [415, 1668, 547, 1681]
office-bearer-paragraph: [780, 1109, 1121, 1177]
role-label: அமைப்பாளர் :: [415, 1635, 497, 1648]
role-label: துணை அமைப்பாளர்கள் :: [780, 562, 913, 575]
booth-member: கே.வெற்றிவேல், 3/71, கரியபெருமாள் கோயில், கோட்டமேட்டுப்பட்டி, ஓமலூர், சேலம்.: [130, 359, 392, 385]
role-label: துணை அமைப்பாளர்கள் :: [415, 182, 543, 195]
office-bearer-paragraph: [51, 1222, 392, 1289]
member-details: சு.ரவி, அண்ணா நகர், பஞ்சுகாளிப்பட்டி, ஓமலூர், சேலம்.: [780, 1354, 1121, 1380]
member-details: சு.தமிழ்பிரகாஷ், 360/2, பஞ்சுகாளிப்பட்டி, ஓமலூர், சேலம்.: [1145, 603, 1486, 630]
office-bearer-paragraph: [51, 910, 392, 937]
role-label: துணை அமைப்பாளர்கள் :: [51, 661, 192, 674]
role-label: துணை அமைப்பாளர்கள் :: [51, 521, 179, 534]
branch-block: [415, 252, 756, 363]
branch-title: சங்கீதபட்டி கிளை – 2: [517, 751, 654, 768]
booth-number: பாகம் – 327 :: [415, 1170, 483, 1183]
role-label: துணை அமைப்பாளர்கள் :: [415, 1288, 555, 1301]
branch-block: [415, 379, 756, 608]
